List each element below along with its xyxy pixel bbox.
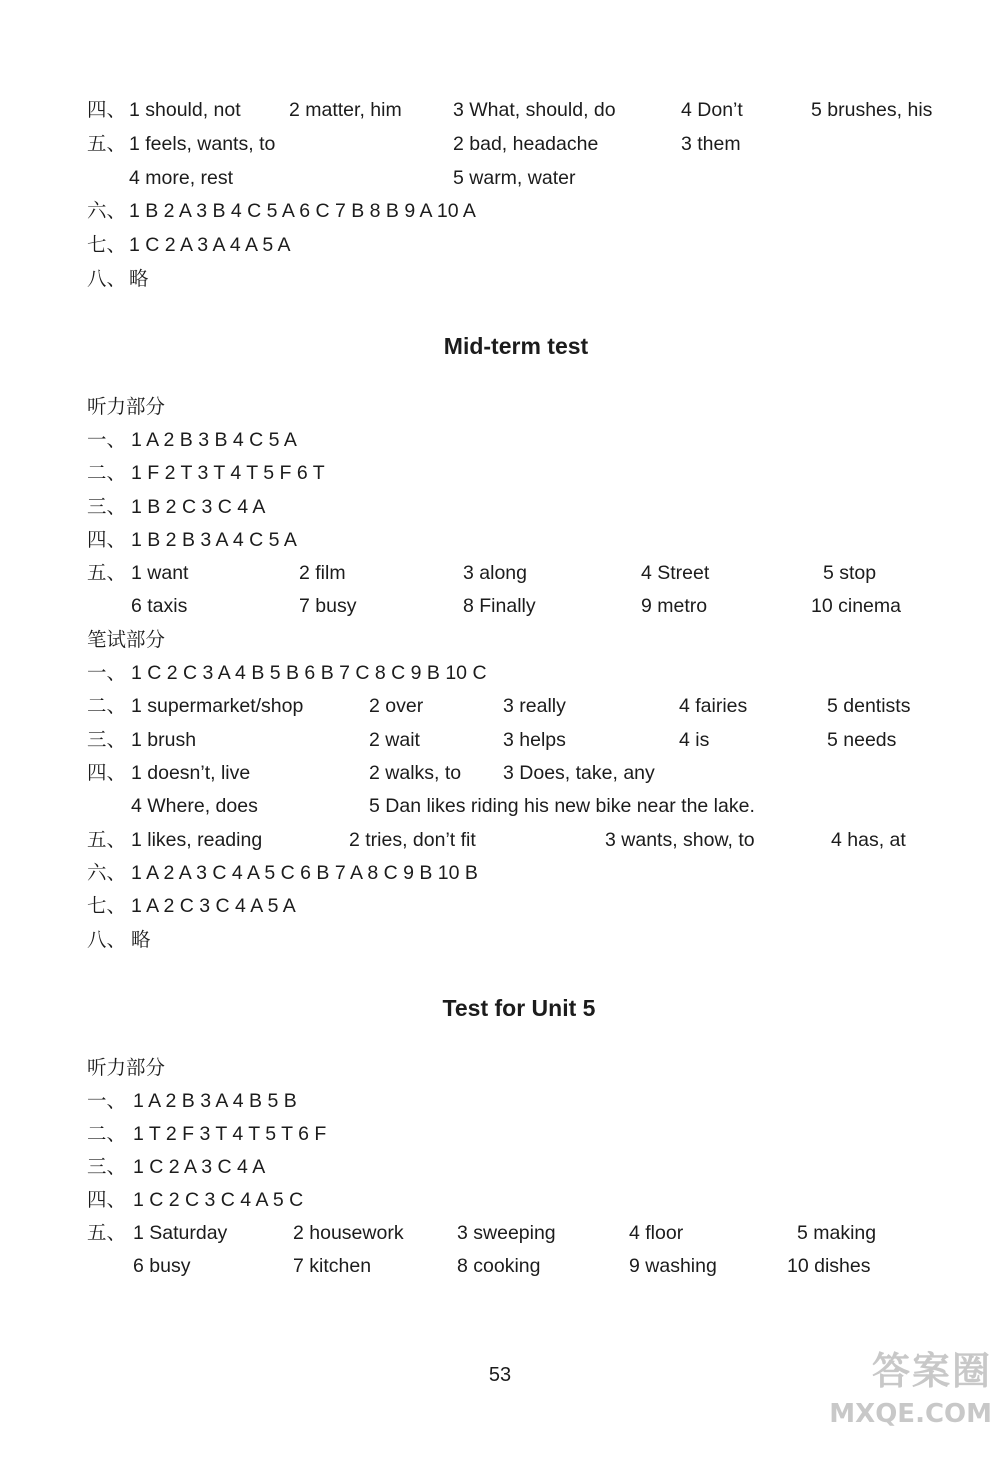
answer-text: 1 B 2 B 3 A 4 C 5 A	[131, 529, 297, 551]
section-label: 一、	[87, 1090, 127, 1112]
section-label: 六、	[87, 200, 127, 222]
answer-text: 3 really	[503, 695, 566, 717]
section-label: 八、	[87, 929, 127, 951]
answer-text: 1 T 2 F 3 T 4 T 5 T 6 F	[133, 1123, 327, 1145]
answer-text: 2 walks, to	[369, 762, 462, 784]
answer-text: 5 Dan likes riding his new bike near the lake.	[369, 795, 755, 817]
answer-text: 略	[131, 929, 151, 951]
answer-text: 1 supermarket/shop	[131, 695, 304, 717]
watermark-url: MXQE.COM	[829, 1399, 992, 1429]
answer-text: 5 stop	[823, 562, 877, 584]
unit5-title: Test for Unit 5	[442, 995, 596, 1021]
answer-text: 1 Saturday	[133, 1222, 228, 1244]
answer-text: 1 likes, reading	[131, 829, 263, 851]
answer-text: 8 cooking	[457, 1255, 541, 1277]
answer-text: 3 What, should, do	[453, 99, 616, 121]
answer-text: 1 feels, wants, to	[129, 133, 276, 155]
section-label: 五、	[87, 133, 127, 155]
answer-text: 1 A 2 C 3 C 4 A 5 A	[131, 895, 296, 917]
answer-text: 3 Does, take, any	[503, 762, 655, 784]
answer-text: 6 taxis	[131, 595, 188, 617]
answer-text: 1 should, not	[129, 99, 241, 121]
answer-text: 1 F 2 T 3 T 4 T 5 F 6 T	[131, 462, 325, 484]
answer-text: 7 kitchen	[293, 1255, 372, 1277]
answer-text: 3 them	[681, 133, 741, 155]
answer-text: 4 is	[679, 729, 710, 751]
section-label: 七、	[87, 895, 127, 917]
answer-text: 2 matter, him	[289, 99, 402, 121]
page-number: 53	[488, 1364, 512, 1386]
answer-text: 9 metro	[641, 595, 708, 617]
section-label: 五、	[87, 562, 127, 584]
answer-text: 4 floor	[629, 1222, 684, 1244]
answer-text: 5 making	[797, 1222, 877, 1244]
answer-text: 10 cinema	[811, 595, 901, 617]
answer-text: 2 wait	[369, 729, 420, 751]
section-label: 笔试部分	[87, 629, 166, 651]
answer-text: 1 C 2 A 3 A 4 A 5 A	[129, 234, 291, 256]
section-label: 听力部分	[87, 396, 166, 418]
section-label: 一、	[87, 662, 127, 684]
section-label: 二、	[87, 1123, 127, 1145]
answer-text: 9 washing	[629, 1255, 717, 1277]
answer-text: 1 brush	[131, 729, 197, 751]
answer-text: 1 B 2 C 3 C 4 A	[131, 496, 266, 518]
answer-text: 1 C 2 A 3 C 4 A	[133, 1156, 266, 1178]
answer-text: 3 helps	[503, 729, 566, 751]
section-label: 听力部分	[87, 1057, 166, 1079]
answer-text: 2 housework	[293, 1222, 404, 1244]
answer-text: 2 over	[369, 695, 424, 717]
watermark-logo	[792, 1340, 992, 1450]
answer-text: 6 busy	[133, 1255, 191, 1277]
answer-text: 2 bad, headache	[453, 133, 599, 155]
section-label: 三、	[87, 496, 127, 518]
answer-text: 1 want	[131, 562, 189, 584]
answer-text: 1 A 2 B 3 A 4 B 5 B	[133, 1090, 297, 1112]
section-label: 四、	[87, 1189, 127, 1211]
section-label: 三、	[87, 1156, 127, 1178]
answer-text: 4 Don’t	[681, 99, 743, 121]
answer-text: 7 busy	[299, 595, 357, 617]
answer-text: 1 doesn’t, live	[131, 762, 251, 784]
midterm-title: Mid-term test	[443, 333, 589, 359]
section-label: 五、	[87, 1222, 127, 1244]
section-label: 八、	[87, 268, 127, 290]
section-label: 一、	[87, 429, 127, 451]
section-label: 六、	[87, 862, 127, 884]
answer-text: 4 Street	[641, 562, 710, 584]
section-label: 五、	[87, 829, 127, 851]
answer-text: 3 sweeping	[457, 1222, 556, 1244]
section-label: 四、	[87, 529, 127, 551]
section-label: 七、	[87, 234, 127, 256]
answer-text: 4 has, at	[831, 829, 906, 851]
answer-text: 4 more, rest	[129, 167, 234, 189]
answer-text: 5 dentists	[827, 695, 911, 717]
answer-text: 2 tries, don’t fit	[349, 829, 476, 851]
answer-text: 略	[129, 268, 149, 290]
section-label: 四、	[87, 762, 127, 784]
answer-text: 5 needs	[827, 729, 897, 751]
answer-text: 10 dishes	[787, 1255, 871, 1277]
answer-text: 1 C 2 C 3 C 4 A 5 C	[133, 1189, 304, 1211]
answer-text: 1 A 2 A 3 C 4 A 5 C 6 B 7 A 8 C 9 B 10 B	[131, 862, 478, 884]
answer-text: 4 fairies	[679, 695, 748, 717]
section-label: 三、	[87, 729, 127, 751]
answer-text: 5 warm, water	[453, 167, 576, 189]
answer-text: 4 Where, does	[131, 795, 258, 817]
answer-text: 8 Finally	[463, 595, 536, 617]
section-label: 二、	[87, 695, 127, 717]
answer-text: 2 film	[299, 562, 346, 584]
answer-text: 5 brushes, his	[811, 99, 933, 121]
answer-text: 3 wants, show, to	[605, 829, 755, 851]
answer-text: 1 C 2 C 3 A 4 B 5 B 6 B 7 C 8 C 9 B 10 C	[131, 662, 487, 684]
section-label: 四、	[87, 99, 127, 121]
watermark-text: 答案圈	[871, 1349, 992, 1393]
answer-text: 1 A 2 B 3 B 4 C 5 A	[131, 429, 297, 451]
answer-text: 3 along	[463, 562, 527, 584]
answer-text: 1 B 2 A 3 B 4 C 5 A 6 C 7 B 8 B 9 A 10 A	[129, 200, 476, 222]
section-label: 二、	[87, 462, 127, 484]
